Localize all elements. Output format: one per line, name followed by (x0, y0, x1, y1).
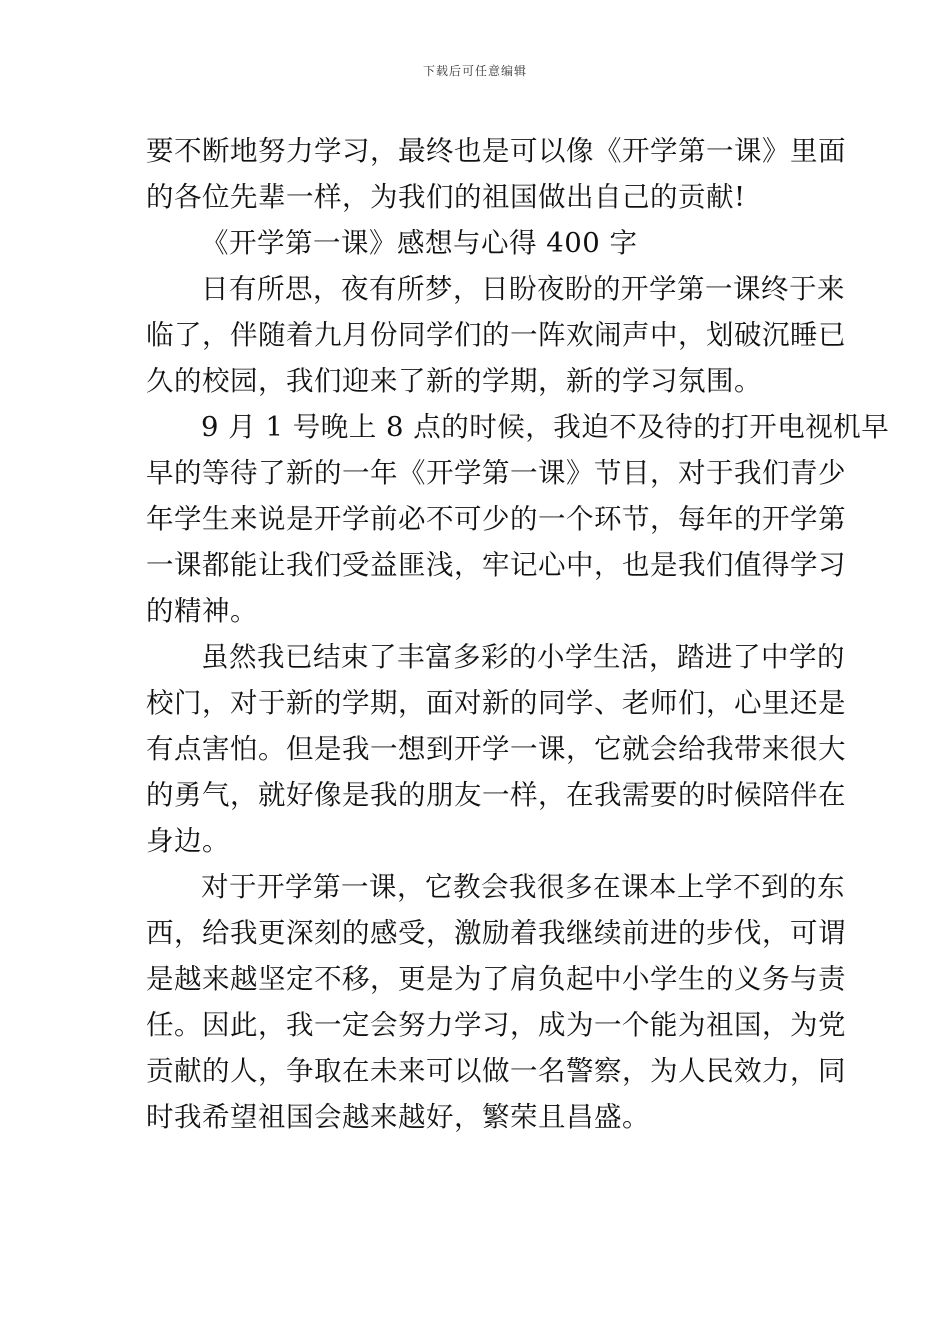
text-line: 是越来越坚定不移，更是为了肩负起中小学生的义务与责 (146, 963, 846, 995)
section-title: 《开学第一课》感想与心得 400 字 (201, 227, 638, 259)
text-line: 的精神。 (146, 595, 258, 627)
text-line: 时我希望祖国会越来越好，繁荣且昌盛。 (146, 1101, 650, 1133)
text-line: 校门，对于新的学期，面对新的同学、老师们，心里还是 (146, 687, 846, 719)
text-line: 要不断地努力学习，最终也是可以像《开学第一课》里面 (146, 135, 846, 167)
text-line: 的各位先辈一样，为我们的祖国做出自己的贡献! (146, 181, 746, 213)
text-line: 西，给我更深刻的感受，激励着我继续前进的步伐，可谓 (146, 917, 846, 949)
text-line: 一课都能让我们受益匪浅，牢记心中，也是我们值得学习 (146, 549, 846, 581)
text-line: 9 月 1 号晚上 8 点的时候，我迫不及待的打开电视机早 (201, 411, 890, 443)
text-line: 早的等待了新的一年《开学第一课》节目，对于我们青少 (146, 457, 846, 489)
text-line: 有点害怕。但是我一想到开学一课，它就会给我带来很大 (146, 733, 846, 765)
text-line: 身边。 (146, 825, 230, 857)
text-line: 虽然我已结束了丰富多彩的小学生活，踏进了中学的 (201, 641, 845, 673)
text-line: 临了，伴随着九月份同学们的一阵欢闹声中，划破沉睡已 (146, 319, 846, 351)
text-line: 年学生来说是开学前必不可少的一个环节，每年的开学第 (146, 503, 846, 535)
page-header-note: 下载后可任意编辑 (422, 64, 527, 78)
text-line: 贡献的人，争取在未来可以做一名警察，为人民效力，同 (146, 1055, 846, 1087)
text-line: 任。因此，我一定会努力学习，成为一个能为祖国，为党 (146, 1009, 846, 1041)
text-line: 久的校园，我们迎来了新的学期，新的学习氛围。 (146, 365, 762, 397)
document-body (146, 128, 890, 1140)
text-line: 对于开学第一课，它教会我很多在课本上学不到的东 (201, 871, 845, 903)
text-line: 的勇气，就好像是我的朋友一样，在我需要的时候陪伴在 (146, 779, 846, 811)
text-line: 日有所思，夜有所梦，日盼夜盼的开学第一课终于来 (201, 273, 845, 305)
